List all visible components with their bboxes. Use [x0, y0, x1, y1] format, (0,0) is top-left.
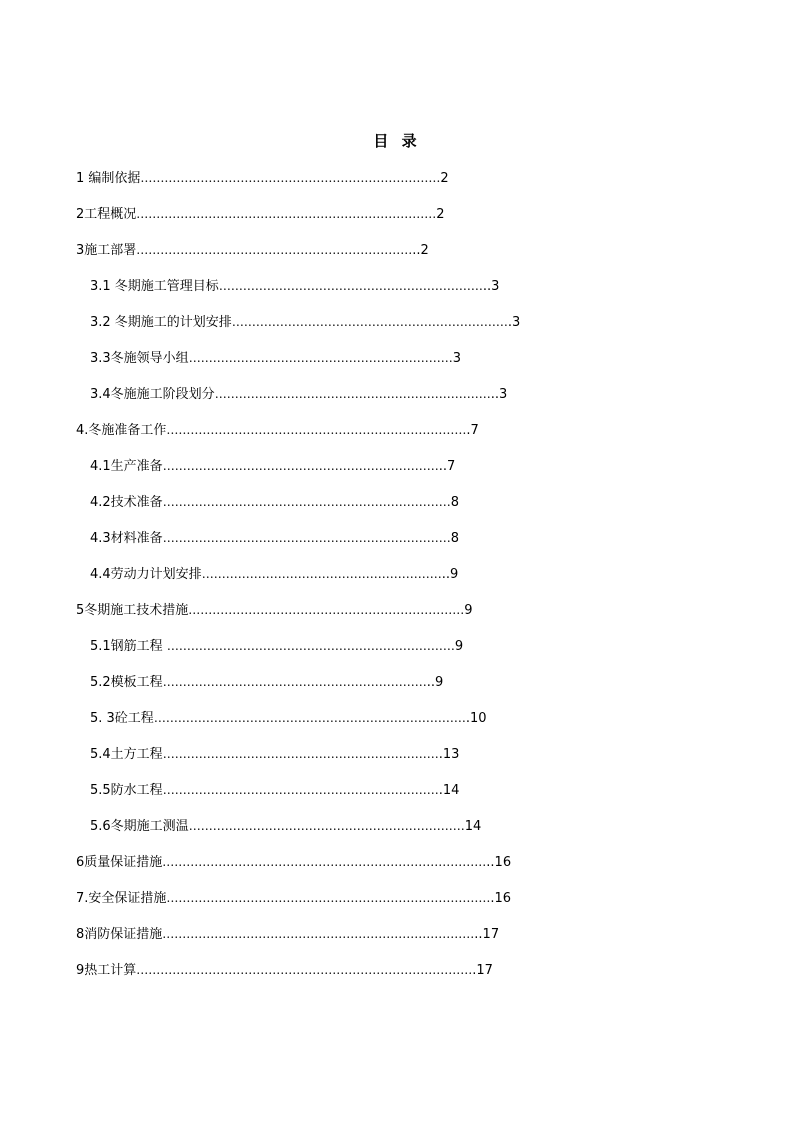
toc-leader-dots: …………………………………………………………………… [153, 711, 466, 725]
toc-entry-text: 8消防保证措施 [76, 927, 163, 942]
toc-entry[interactable] [76, 925, 551, 943]
toc-entry[interactable] [90, 565, 520, 583]
toc-entry-text: 3.1 冬期施工管理目标 [90, 279, 219, 294]
toc-entry-text: 5. 3砼工程 [90, 711, 154, 726]
toc-leader-dots: ………………………………………………………… [218, 279, 483, 293]
toc-entry[interactable] [90, 637, 530, 655]
toc-entry-text: 9热工计算 [76, 963, 137, 978]
toc-entry-text: 5.2模板工程 [90, 675, 163, 690]
toc-page-number: .13 [438, 747, 460, 762]
toc-page-number: 9 [454, 639, 464, 654]
toc-entry[interactable] [76, 241, 516, 259]
toc-leader-dots: ………………………………………………………………… [140, 171, 441, 185]
toc-leader-dots: ………………………………………………………… [188, 351, 453, 365]
toc-entry-text: 7.安全保证措施 [76, 891, 167, 906]
toc-page-number: ..9 [441, 567, 459, 582]
toc-entry-text: 5.4土方工程 [90, 747, 163, 762]
toc-page-number: .3 [507, 315, 521, 330]
toc-leader-dots: …………………………………………………… [201, 567, 442, 581]
toc-page-number: .16 [490, 891, 512, 906]
toc-entry[interactable] [90, 781, 535, 799]
toc-page-number: ..3 [490, 387, 508, 402]
toc-title: 目 录 [373, 132, 421, 150]
toc-entry-text: 3.2 冬期施工的计划安排 [90, 315, 232, 330]
toc-entry-text: 5.6冬期施工测温 [90, 819, 189, 834]
toc-entry[interactable] [76, 961, 551, 979]
toc-entry[interactable] [90, 385, 530, 403]
toc-page-number: 2 [440, 171, 449, 186]
toc-page-number: 14 [464, 819, 482, 834]
toc-page-number: .10 [465, 711, 487, 726]
toc-entry[interactable] [76, 889, 551, 907]
toc-leader-dots: …………………………………………………………… [188, 819, 465, 833]
toc-page-number: ..17 [474, 927, 500, 942]
toc-entry-text: 1 编制依据 [76, 171, 141, 186]
toc-entry-text: 5.1钢筋工程 [90, 639, 167, 654]
toc-entry-text: 4.1生产准备 [90, 459, 163, 474]
toc-leader-dots: ……………………………………………………………… [162, 495, 451, 509]
toc-entry[interactable] [90, 745, 535, 763]
toc-leader-dots: ………………………………………………………………… [136, 207, 437, 221]
toc-entry-text: 3施工部署 [76, 243, 137, 258]
toc-page-number: 8 [450, 531, 459, 546]
toc-leader-dots: ……………………………………………………………………… [166, 891, 491, 905]
toc-page-number: .14 [438, 783, 460, 798]
toc-page-number: 2 [436, 207, 445, 222]
toc-entry[interactable] [90, 493, 520, 511]
toc-entry[interactable] [76, 421, 526, 439]
toc-leader-dots: ……………………………………………………………… [162, 531, 451, 545]
toc-entry[interactable] [90, 277, 520, 295]
toc-leader-dots: ……………………………………………………………………… [162, 855, 487, 869]
toc-entry[interactable] [76, 205, 516, 223]
toc-leader-dots: ………………………………………………………………… [166, 423, 467, 437]
toc-page-number: .17 [472, 963, 493, 978]
toc-leader-dots: …………………………………………………………… [214, 387, 491, 401]
toc-page-number: ..2 [412, 243, 429, 258]
toc-entry[interactable] [90, 673, 530, 691]
toc-entry-text: 4.2技术准备 [90, 495, 163, 510]
toc-entry-text: 4.3材料准备 [90, 531, 163, 546]
toc-page-number: .7 [466, 423, 479, 438]
toc-entry-text: 4.4劳动力计划安排 [90, 567, 202, 582]
toc-page-number: 8 [450, 495, 459, 510]
toc-leader-dots: …………………………………………………………… [162, 459, 439, 473]
toc-leader-dots: …………………………………………………………… [188, 603, 465, 617]
toc-entry[interactable] [90, 349, 520, 367]
toc-entry-text: 2工程概况 [76, 207, 137, 222]
toc-entry[interactable] [76, 853, 551, 871]
toc-entry[interactable] [90, 457, 520, 475]
toc-leader-dots: …………………………………………………………………… [162, 927, 475, 941]
toc-entry-text: 6质量保证措施 [76, 855, 163, 870]
toc-leader-dots: …………………………………………………………… [231, 315, 508, 329]
toc-entry[interactable] [90, 709, 540, 727]
toc-page-number: ..16 [486, 855, 512, 870]
toc-leader-dots: ………………………………………………………………………… [136, 963, 473, 977]
toc-page-number: ..9 [426, 675, 444, 690]
toc-page-number: 3 [452, 351, 461, 366]
toc-leader-dots: …………………………………………………………… [162, 783, 439, 797]
toc-page-number: 9 [464, 603, 473, 618]
toc-entry[interactable] [90, 817, 540, 835]
toc-entry[interactable] [76, 601, 521, 619]
toc-entry-text: 3.3冬施领导小组 [90, 351, 189, 366]
toc-entry-text: 4.冬施准备工作 [76, 423, 167, 438]
toc-leader-dots: …………………………………………………………… [136, 243, 413, 257]
toc-page-number: ..3 [482, 279, 500, 294]
toc-entry[interactable] [76, 169, 516, 187]
toc-leader-dots: ……………………………………………………………… [166, 639, 455, 653]
toc-entry-text: 3.4冬施施工阶段划分 [90, 387, 215, 402]
toc-leader-dots: …………………………………………………………… [162, 747, 439, 761]
toc-entry[interactable] [90, 313, 530, 331]
toc-page-number: ..7 [438, 459, 456, 474]
toc-leader-dots: ………………………………………………………… [162, 675, 427, 689]
toc-entry[interactable] [90, 529, 520, 547]
toc-entry-text: 5冬期施工技术措施 [76, 603, 189, 618]
toc-entry-text: 5.5防水工程 [90, 783, 163, 798]
